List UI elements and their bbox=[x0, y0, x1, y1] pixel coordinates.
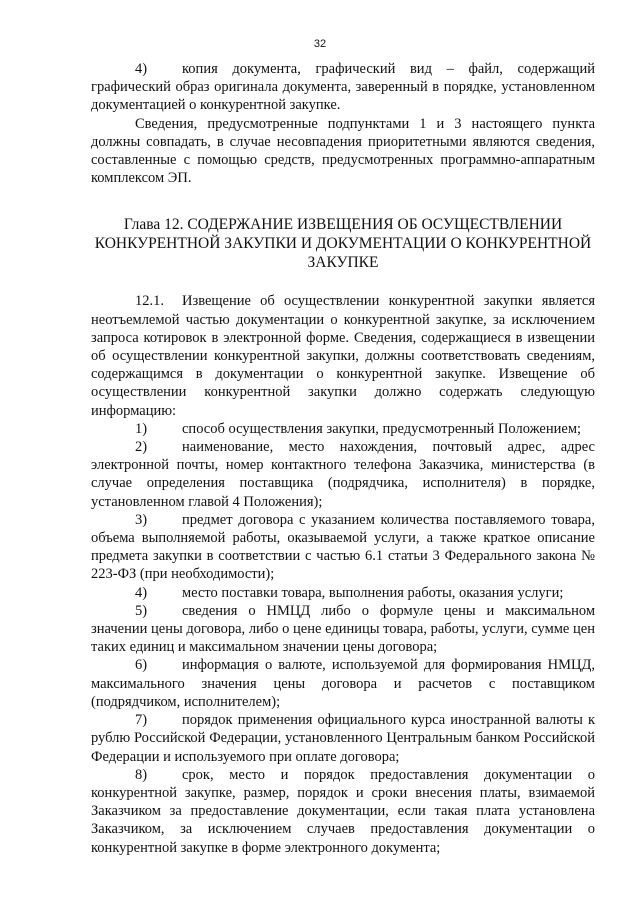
item-text: срок, место и порядок предоставления документации о конкурентной закупке, размер, порядок и сроки внесения платы, взимаемой Заказчиком за предоставление документации, если такая плата установлена Заказчиком, за исключением случаев предоставления документации о конкурентной закупке в форме электронного документа; bbox=[91, 766, 595, 856]
item-number: 1) bbox=[135, 420, 148, 437]
section-text: Извещение об осуществлении конкурентной закупки является неотъемлемой частью документации о конкурентной закупке, за исключением запроса котировок в электронной форме. Сведения, содержащиеся в извещении об осуществлении конкурентной закупки, должны соответствовать сведениям, содержащимся в документации о конкурентной закупке. Извещение об осуществлении конкурентной закупки должно содержать следующую информацию: bbox=[91, 293, 595, 419]
item-text: копия документа, графический вид – файл, содержащий графический образ оригинала документа, заверенный в порядке, установленном документацией о конкурентной закупке. bbox=[91, 61, 595, 114]
list-item bbox=[91, 420, 595, 438]
items-list bbox=[91, 420, 595, 857]
list-item bbox=[91, 656, 595, 711]
page-number: 32 bbox=[313, 38, 327, 50]
item-number: 4) bbox=[135, 584, 148, 601]
item-number: 2) bbox=[135, 439, 148, 456]
list-item bbox=[91, 584, 595, 602]
document-body bbox=[91, 60, 595, 857]
item-text: информация о валюте, используемой для формирования НМЦД, максимального значения цены договора и расчетов с поставщиком (подрядчиком, исполнителем); bbox=[91, 657, 595, 710]
list-item bbox=[91, 766, 595, 857]
item-text: способ осуществления закупки, предусмотренный Положением; bbox=[182, 420, 582, 437]
list-item bbox=[91, 438, 595, 511]
list-item bbox=[91, 60, 595, 115]
item-text: порядок применения официального курса иностранной валюты к рублю Российской Федерации, установленного Центральным банком Российской Федерации и используемого при оплате договора; bbox=[91, 712, 595, 765]
list-item bbox=[91, 511, 595, 584]
list-item bbox=[91, 602, 595, 657]
list-item bbox=[91, 711, 595, 766]
item-number: 8) bbox=[135, 766, 148, 783]
item-text: наименование, место нахождения, почтовый адрес, адрес электронной почты, номер контактного телефона Заказчика, министерства (в случае определения поставщика (подрядчика, исполнителя) в порядке, установленном главой 4 Положения); bbox=[91, 439, 595, 510]
chapter-title: Глава 12. СОДЕРЖАНИЕ ИЗВЕЩЕНИЯ ОБ ОСУЩЕСТВЛЕНИИ КОНКУРЕНТНОЙ ЗАКУПКИ И ДОКУМЕНТАЦИИ О КОНКУРЕНТНОЙ ЗАКУПКЕ bbox=[94, 216, 592, 272]
section-paragraph bbox=[91, 292, 595, 419]
item-text: сведения о НМЦД либо о формуле цены и максимальном значении цены договора, либо о цене единицы товара, работы, услуги, сумме цен таких единиц и максимальном значении цены договора; bbox=[91, 602, 595, 656]
item-number: 6) bbox=[135, 657, 148, 674]
paragraph-note: Сведения, предусмотренные подпунктами 1 и 3 настоящего пункта должны совпадать, в случае несовпадения приоритетными являются сведения, составленные с помощью средств, предусмотренных программно-аппаратным комплексом ЭП. bbox=[91, 115, 595, 187]
item-text: предмет договора с указанием количества поставляемого товара, объема выполняемой работы, оказываемой услуги, а также краткое описание предмета закупки в соответствии с частью 6.1 статьи 3 Федерального закона № 223-ФЗ (при необходимости); bbox=[91, 511, 595, 583]
item-number: 3) bbox=[135, 511, 148, 528]
item-number: 5) bbox=[135, 602, 148, 619]
item-number: 4) bbox=[135, 61, 148, 77]
section-number: 12.1. bbox=[135, 293, 164, 310]
item-text: место поставки товара, выполнения работы, оказания услуги; bbox=[182, 584, 564, 601]
item-number: 7) bbox=[135, 712, 148, 729]
